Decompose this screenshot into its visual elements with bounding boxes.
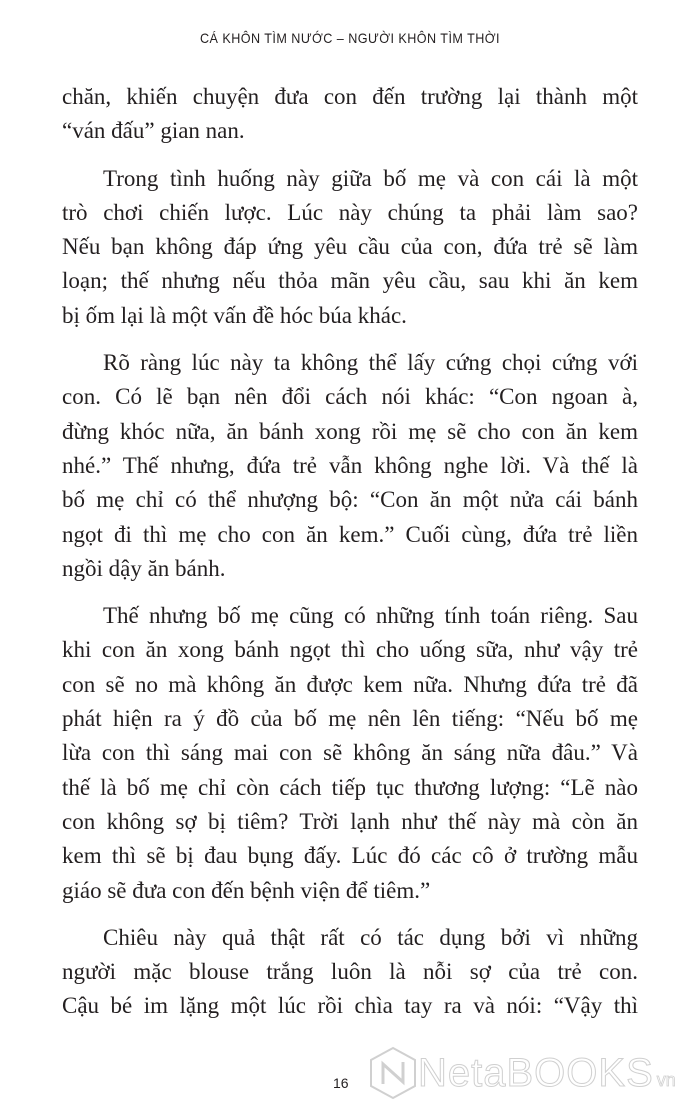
text-line: nhé.” Thế nhưng, đứa trẻ vẫn không nghe lời. Và thế là (62, 452, 638, 478)
text-line: người mặc blouse trắng luôn là nỗi sợ của trẻ con. (62, 959, 638, 985)
text-line: bố mẹ chỉ có thể nhượng bộ: “Con ăn một nửa cái bánh (62, 487, 638, 513)
paragraph (62, 162, 638, 333)
page-body (62, 80, 638, 1037)
text-line: Trong tình huống này giữa bố mẹ và con cái là một (103, 165, 638, 191)
watermark-logo (368, 1046, 676, 1100)
text-line: Chiêu này quả thật rất có tác dụng bởi vì những (103, 924, 638, 950)
text-line: con. Có lẽ bạn nên đổi cách nói khác: “Con ngoan à, (62, 384, 638, 410)
text-line: ngọt đi thì mẹ cho con ăn kem.” Cuối cùng, đứa trẻ liền (62, 521, 638, 547)
text-line: bị ốm lại là một vấn đề hóc búa khác. (62, 302, 407, 328)
text-line: khi con ăn xong bánh ngọt thì cho uống sữa, như vậy trẻ (62, 637, 638, 663)
paragraph (62, 599, 638, 908)
text-line: Thế nhưng bố mẹ cũng có những tính toán riêng. Sau (103, 603, 638, 629)
text-line: loạn; thế nhưng nếu thỏa mãn yêu cầu, sau khi ăn kem (62, 268, 638, 294)
watermark-brand: NetaBOOKS (418, 1050, 654, 1095)
text-line: chăn, khiến chuyện đưa con đến trường lại thành một (62, 84, 638, 109)
paragraph (62, 346, 638, 586)
watermark-suffix: vn (656, 1069, 676, 1090)
text-line: giáo sẽ đưa con đến bệnh viện để tiêm.” (62, 877, 431, 903)
text-line: con không sợ bị tiêm? Trời lạnh như thế này mà còn ăn (62, 808, 638, 834)
text-line: con sẽ no mà không ăn được kem nữa. Nhưng đứa trẻ đã (62, 671, 638, 697)
paragraph (62, 80, 638, 149)
page-number: 16 (333, 1075, 349, 1091)
text-line: trò chơi chiến lược. Lúc này chúng ta phải làm sao? (62, 199, 638, 225)
text-line: Nếu bạn không đáp ứng yêu cầu của con, đứa trẻ sẽ làm (62, 234, 638, 260)
paragraph (62, 921, 638, 1024)
running-header: CÁ KHÔN TÌM NƯỚC – NGƯỜI KHÔN TÌM THỜI (200, 30, 500, 46)
netabooks-hexagon-icon (368, 1046, 418, 1100)
text-line: Cậu bé im lặng một lúc rồi chìa tay ra và nói: “Vậy thì (62, 993, 638, 1019)
text-line: kem thì sẽ bị đau bụng đấy. Lúc đó các cô ở trường mẫu (62, 843, 638, 869)
text-line: Rõ ràng lúc này ta không thể lấy cứng chọi cứng với (103, 350, 638, 376)
text-line: phát hiện ra ý đồ của bố mẹ nên lên tiếng: “Nếu bố mẹ (62, 706, 638, 732)
text-line: thế là bố mẹ chỉ còn cách tiếp tục thương lượng: “Lẽ nào (62, 774, 638, 800)
text-line: lừa con thì sáng mai con sẽ không ăn sáng nữa đâu.” Và (62, 740, 638, 766)
text-line: “ván đấu” gian nan. (62, 118, 245, 144)
text-line: ngồi dậy ăn bánh. (62, 555, 226, 581)
text-line: đừng khóc nữa, ăn bánh xong rồi mẹ sẽ cho con ăn kem (62, 418, 638, 444)
